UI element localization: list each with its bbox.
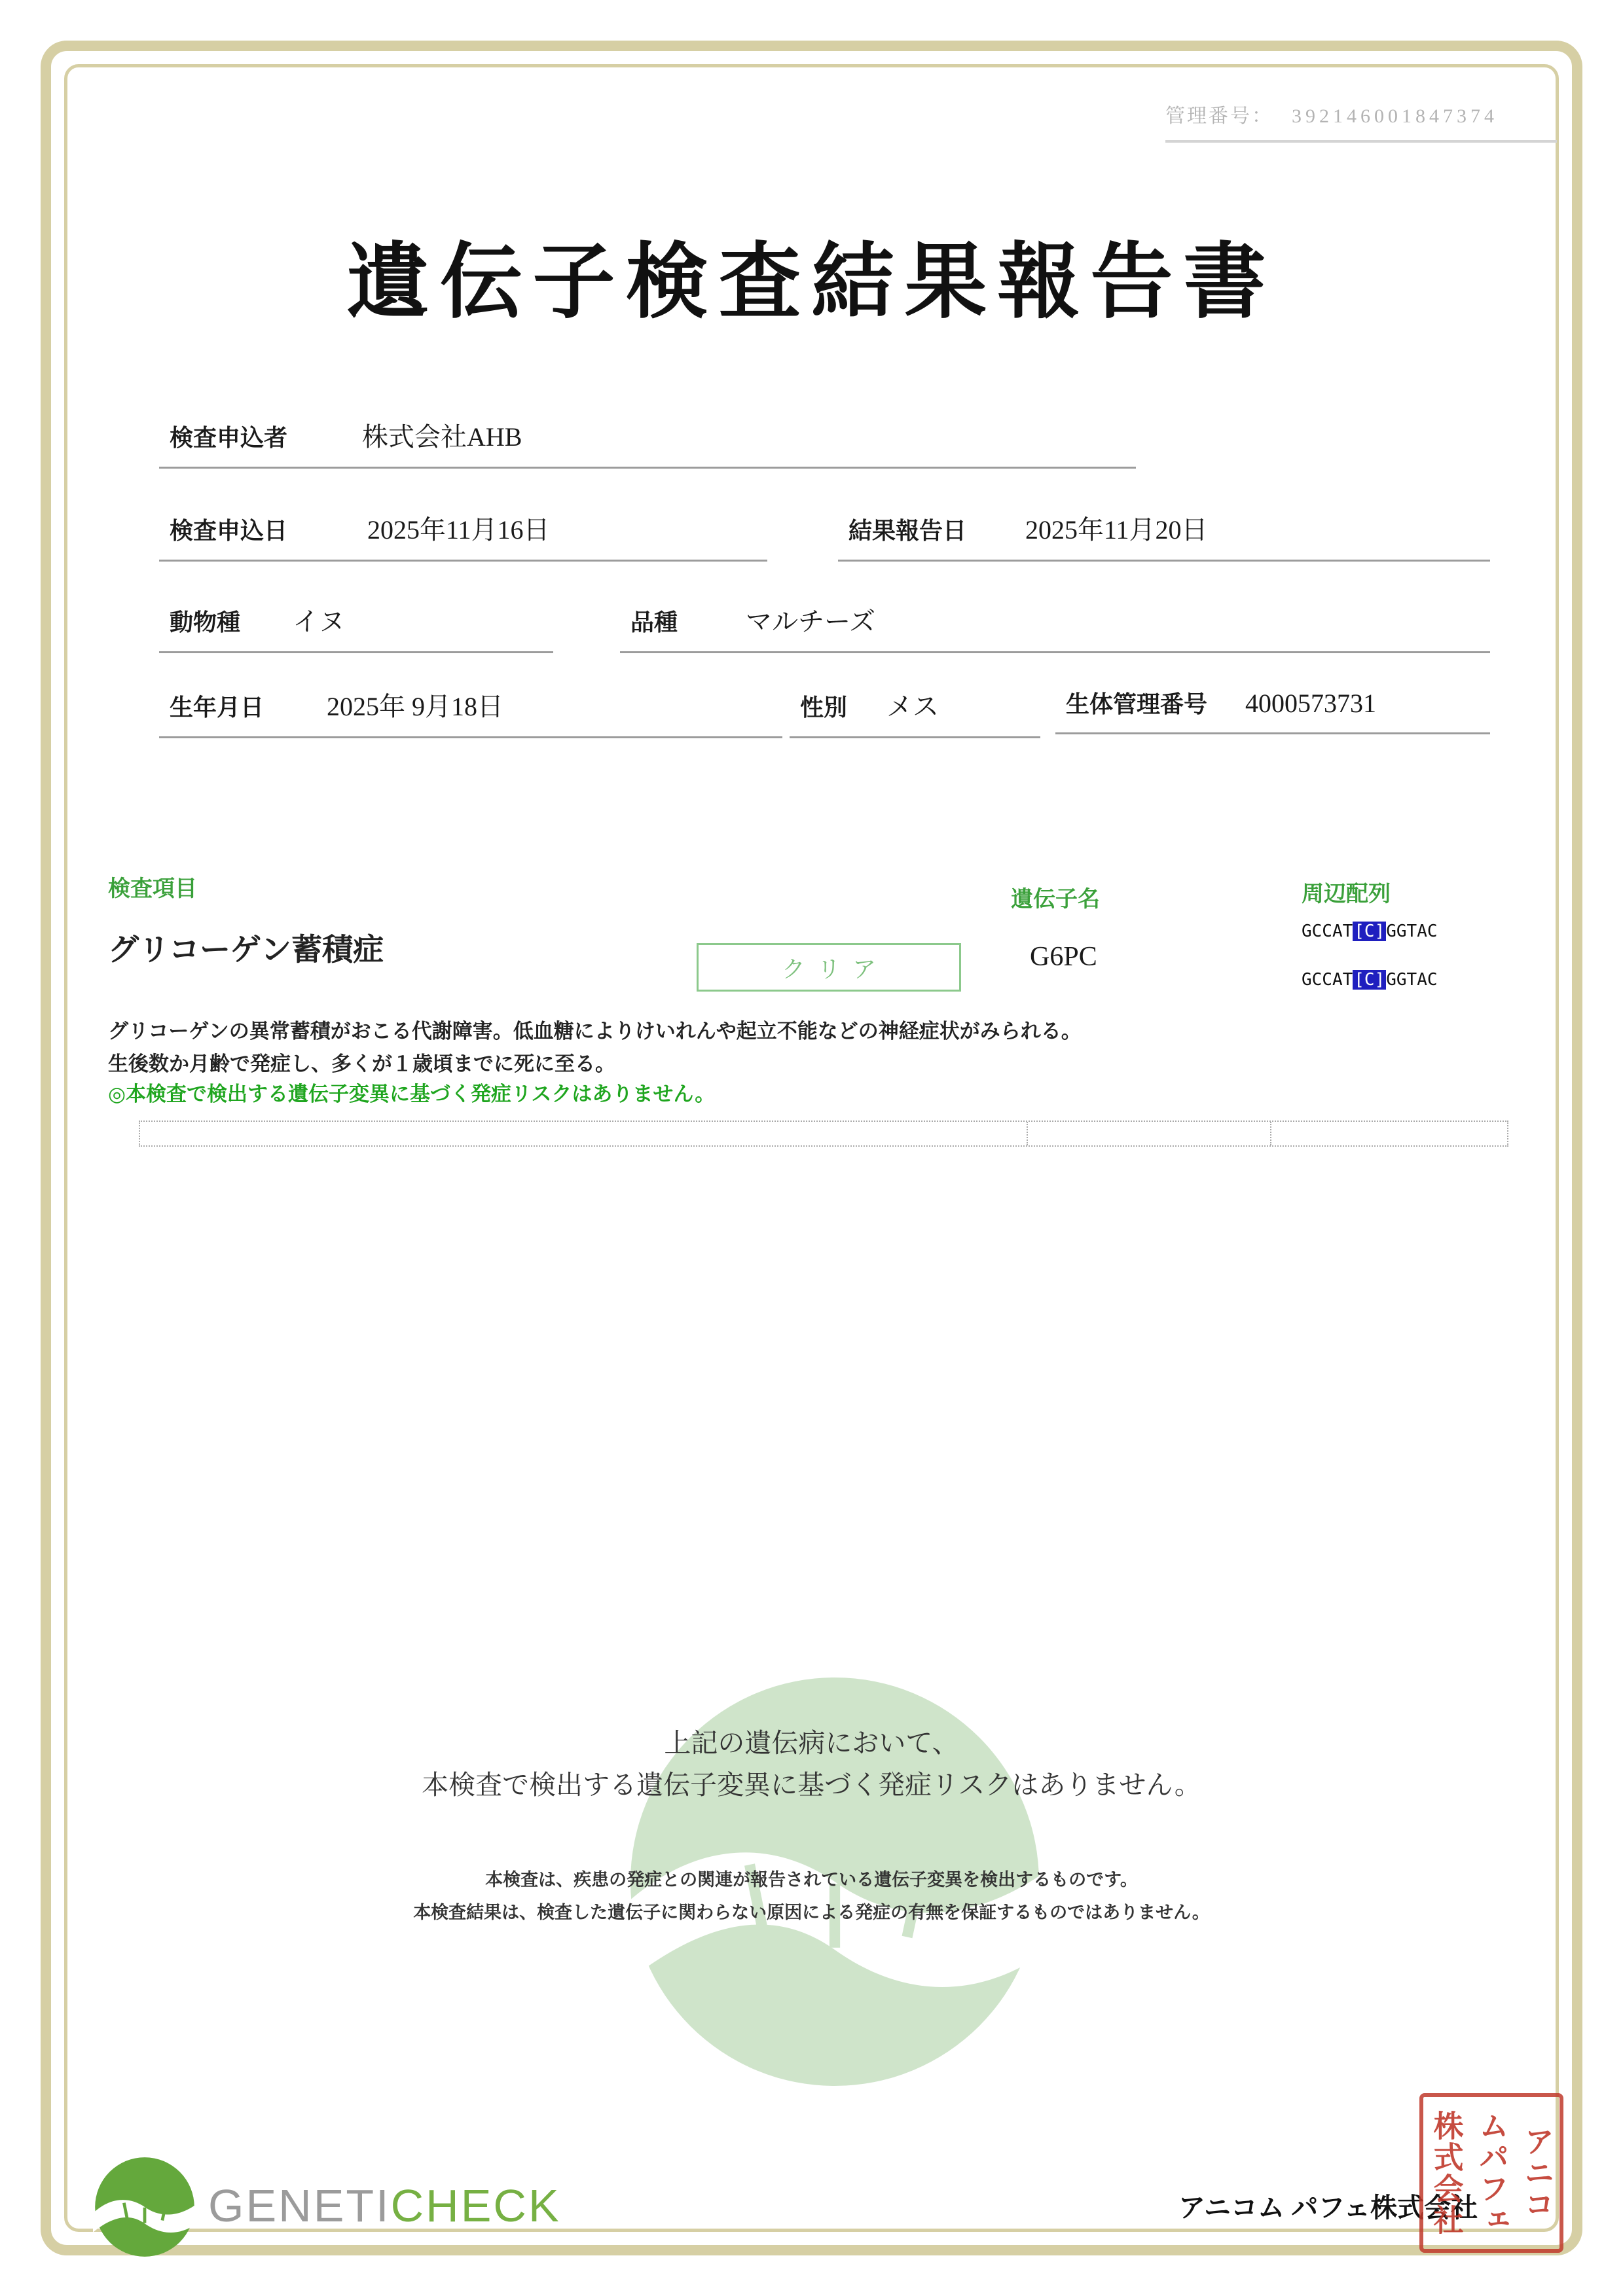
summary-note-1: 本検査は、疾患の発症との関連が報告されている遺伝子変異を検出するものです。: [485, 1870, 1138, 1890]
sex-value: メス: [886, 692, 939, 721]
geneticheck-logo-text: [208, 2179, 561, 2232]
gene-name-value: G6PC: [1030, 942, 1097, 972]
field-species: [159, 601, 553, 653]
result-status-value: クリア: [781, 956, 888, 982]
field-breed: [620, 601, 1490, 653]
stamp-column-1: アニコ: [1520, 2126, 1554, 2220]
logo-text-green: CHECK: [390, 2180, 561, 2231]
field-apply-date: [159, 509, 767, 562]
animal-id-label: 生体管理番号: [1066, 691, 1208, 717]
stamp-column-3: 株式会社: [1429, 2110, 1463, 2236]
sequence-line-2: [1302, 970, 1438, 990]
species-value: イヌ: [293, 607, 346, 636]
summary-line-2: 本検査で検出する遺伝子変異に基づく発症リスクはありません。: [422, 1770, 1201, 1800]
birthdate-value: 2025年 9月18日: [327, 692, 504, 721]
sequence-header: 周辺配列: [1302, 882, 1391, 906]
sequence-prefix: GCCAT: [1302, 922, 1353, 941]
applicant-value: 株式会社AHB: [362, 422, 522, 452]
result-status-box: [697, 943, 961, 992]
page-title: 遺伝子検査結果報告書: [346, 238, 1277, 329]
sequence-variant: [C]: [1354, 970, 1385, 990]
summary-line-1: 上記の遺伝病において、: [664, 1728, 959, 1758]
gene-name-header: 遺伝子名: [1011, 888, 1100, 912]
management-number-value: 392146001847374: [1292, 105, 1498, 127]
disease-name: グリコーゲン蓄積症: [108, 933, 384, 967]
sequence-suffix: GGTAC: [1386, 922, 1438, 941]
disease-description-line1: グリコーゲンの異常蓄積がおこる代謝障害。低血糖によりけいれんや起立不能などの神経症状がみられる。: [108, 1020, 1082, 1043]
logo-text-gray: GENETI: [208, 2180, 391, 2231]
sequence-prefix: GCCAT: [1302, 970, 1353, 990]
apply-date-label: 検査申込日: [170, 518, 288, 544]
stamp-column-2: ムパフェ: [1474, 2110, 1508, 2236]
disease-description-line2: 生後数か月齢で発症し、多くが１歳頃までに死に至る。: [108, 1052, 615, 1075]
birthdate-label: 生年月日: [170, 694, 264, 721]
report-date-value: 2025年11月20日: [1025, 515, 1208, 545]
animal-id-value: 4000573731: [1245, 689, 1377, 718]
applicant-label: 検査申込者: [170, 425, 288, 451]
apply-date-value: 2025年11月16日: [367, 515, 550, 545]
company-seal-stamp: [1419, 2093, 1563, 2253]
field-birthdate: [159, 686, 782, 738]
sex-label: 性別: [800, 694, 848, 721]
company-name: アニコム パフェ株式会社: [1178, 2193, 1478, 2223]
breed-value: マルチーズ: [746, 607, 876, 636]
dotted-divider-2: [1270, 1122, 1271, 1145]
risk-note: ◎本検査で検出する遺伝子変異に基づく発症リスクはありません。: [108, 1083, 716, 1105]
field-sex: [790, 686, 1040, 738]
management-number-label: 管理番号：: [1165, 105, 1273, 127]
report-date-label: 結果報告日: [848, 518, 967, 544]
breed-label: 品種: [630, 609, 678, 636]
geneticheck-logo-icon: [93, 2155, 196, 2259]
test-item-header: 検査項目: [108, 877, 197, 901]
field-animal-id: [1055, 686, 1490, 734]
field-report-date: [838, 509, 1490, 562]
dotted-divider-1: [1027, 1122, 1028, 1145]
summary-note-2: 本検査結果は、検査した遺伝子に関わらない原因による発症の有無を保証するものではありません。: [413, 1903, 1210, 1922]
management-number-row: [1165, 99, 1557, 143]
empty-result-row: [139, 1121, 1508, 1147]
sequence-line-1: [1302, 922, 1438, 941]
species-label: 動物種: [170, 609, 241, 636]
sequence-suffix: GGTAC: [1386, 970, 1438, 990]
field-applicant: [159, 416, 1136, 469]
sequence-variant: [C]: [1354, 922, 1385, 941]
